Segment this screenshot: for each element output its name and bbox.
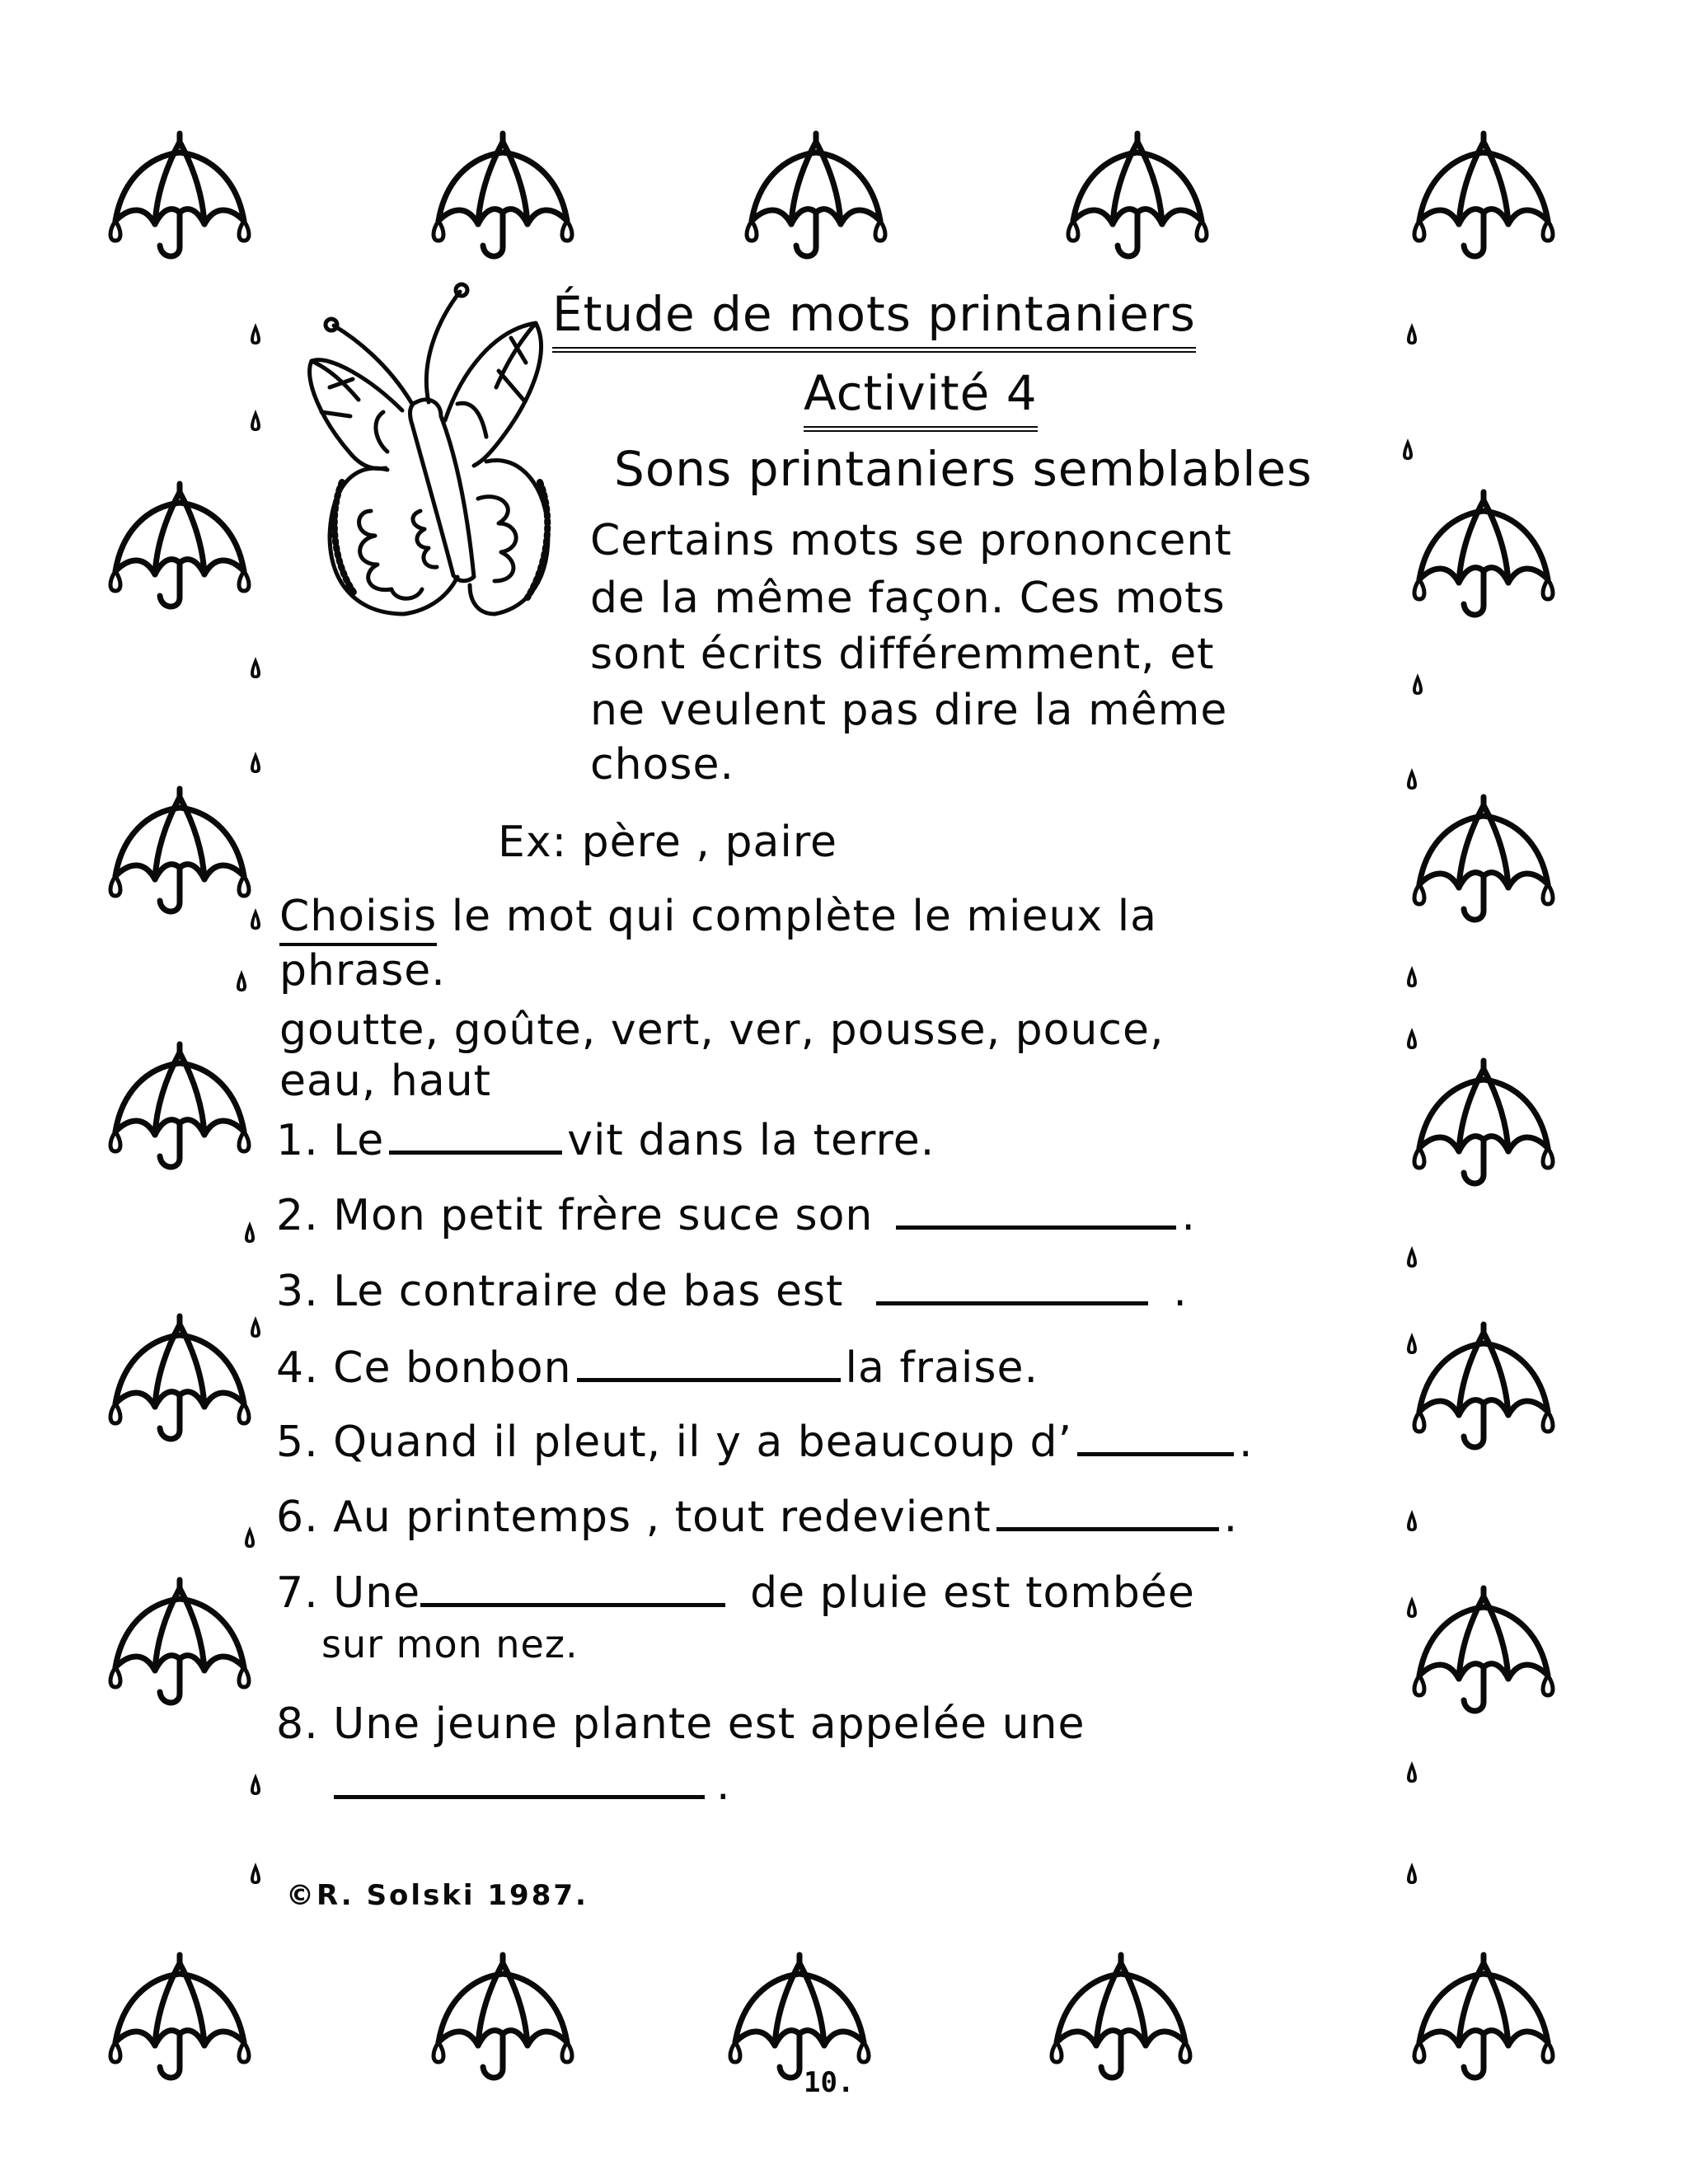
raindrop-icon <box>1405 321 1418 346</box>
raindrop-icon <box>249 907 262 931</box>
item-text: 1. Le <box>276 1116 385 1165</box>
activity-label <box>804 365 1038 421</box>
item-text: 4. Ce bonbon <box>276 1343 572 1393</box>
umbrella-icon <box>1401 787 1566 927</box>
page-number: 10. <box>804 2066 855 2099</box>
example-text: Ex: père , paire <box>498 818 838 867</box>
section-heading: Sons printaniers semblables <box>614 441 1313 497</box>
intro-line: ne veulent pas dire la même <box>590 686 1228 735</box>
raindrop-icon <box>249 1861 262 1886</box>
umbrella-icon <box>97 1034 262 1174</box>
raindrop-icon <box>249 1772 262 1797</box>
word-bank-line: eau, haut <box>279 1057 492 1106</box>
item-text: . <box>1239 1418 1254 1467</box>
exercise-item-8: 8. Une jeune plante est appelée une <box>276 1699 1085 1749</box>
raindrop-icon <box>1405 964 1418 989</box>
intro-line: sont écrits différemment, et <box>590 630 1215 679</box>
raindrop-icon <box>1405 1760 1418 1784</box>
intro-line: de la même façon. Ces mots <box>590 574 1226 623</box>
item-text: 2. Mon petit frère suce son <box>276 1191 874 1240</box>
raindrop-icon <box>1401 437 1414 462</box>
umbrella-icon <box>1039 1945 1203 2085</box>
exercise-item-3 <box>276 1267 1188 1316</box>
butterfly-illustration <box>272 264 552 626</box>
copyright: ©R. Solski 1987. <box>286 1879 588 1912</box>
exercise-item-4 <box>276 1343 1039 1393</box>
raindrop-icon <box>243 1220 256 1244</box>
exercise-item-6 <box>276 1493 1239 1542</box>
item-text: 6. Au printemps , tout redevient <box>276 1493 992 1542</box>
raindrop-icon <box>1405 1861 1418 1886</box>
answer-blank[interactable] <box>896 1226 1176 1230</box>
activity-text: Activité 4 <box>804 365 1038 432</box>
raindrop-icon <box>1405 1244 1418 1269</box>
instruction <box>279 892 1158 941</box>
item-text: . <box>1173 1267 1188 1316</box>
umbrella-icon <box>1401 1315 1566 1455</box>
item-text: . <box>1181 1191 1196 1240</box>
item-text: la fraise. <box>845 1343 1039 1393</box>
umbrella-icon <box>1401 482 1566 622</box>
answer-blank[interactable] <box>389 1151 562 1155</box>
answer-blank[interactable] <box>1077 1452 1234 1456</box>
raindrop-icon <box>249 750 262 775</box>
intro-line: Certains mots se prononcent <box>590 516 1232 565</box>
answer-blank[interactable] <box>334 1795 705 1799</box>
item-text: 7. Une <box>276 1568 421 1618</box>
umbrella-icon <box>1401 1051 1566 1191</box>
instruction-rest: le mot qui complète le mieux la <box>437 892 1158 941</box>
raindrop-icon <box>1405 1026 1418 1051</box>
intro-line: chose. <box>590 740 734 790</box>
umbrella-icon <box>97 1570 262 1710</box>
exercise-item-5 <box>276 1418 1254 1467</box>
exercise-item-1 <box>276 1116 935 1165</box>
umbrella-icon <box>717 1945 882 2085</box>
exercise-item-8-line2 <box>334 1760 731 1810</box>
raindrop-icon <box>243 1525 256 1549</box>
umbrella-icon <box>734 124 898 264</box>
instruction-line2: phrase. <box>279 946 446 996</box>
raindrop-icon <box>235 968 248 993</box>
item-text: vit dans la terre. <box>567 1116 935 1165</box>
item-text: de pluie est tombée <box>750 1568 1195 1618</box>
raindrop-icon <box>1405 1595 1418 1619</box>
raindrop-icon <box>1405 1508 1418 1533</box>
exercise-item-7-line2: sur mon nez. <box>321 1622 579 1666</box>
raindrop-icon <box>1411 672 1424 696</box>
umbrella-icon <box>1401 1945 1566 2085</box>
item-text: 3. Le contraire de bas est <box>276 1267 844 1316</box>
umbrella-icon <box>97 1945 262 2085</box>
word-bank-line: goutte, goûte, vert, ver, pousse, pouce, <box>279 1005 1165 1055</box>
raindrop-icon <box>1405 1331 1418 1356</box>
answer-blank[interactable] <box>876 1301 1148 1305</box>
umbrella-icon <box>97 779 262 919</box>
umbrella-icon <box>1401 124 1566 264</box>
answer-blank[interactable] <box>420 1603 725 1607</box>
raindrop-icon <box>249 321 262 346</box>
worksheet-title <box>552 286 1196 342</box>
umbrella-icon <box>97 474 262 614</box>
item-text: . <box>1223 1493 1239 1542</box>
answer-blank[interactable] <box>996 1527 1219 1531</box>
answer-blank[interactable] <box>577 1378 841 1382</box>
umbrella-icon <box>1401 1578 1566 1718</box>
instruction-verb: Choisis <box>279 892 437 946</box>
umbrella-icon <box>1055 124 1220 264</box>
umbrella-icon <box>97 1306 262 1446</box>
umbrella-icon <box>420 124 585 264</box>
raindrop-icon <box>249 1315 262 1339</box>
raindrop-icon <box>249 655 262 680</box>
item-text: 5. Quand il pleut, il y a beaucoup d’ <box>276 1418 1073 1467</box>
umbrella-icon <box>97 124 262 264</box>
raindrop-icon <box>1405 766 1418 791</box>
item-text: . <box>716 1760 731 1810</box>
umbrella-icon <box>420 1945 585 2085</box>
exercise-item-2 <box>276 1191 1196 1240</box>
exercise-item-7 <box>276 1568 1195 1618</box>
raindrop-icon <box>249 408 262 433</box>
title-text: Étude de mots printaniers <box>552 286 1196 353</box>
